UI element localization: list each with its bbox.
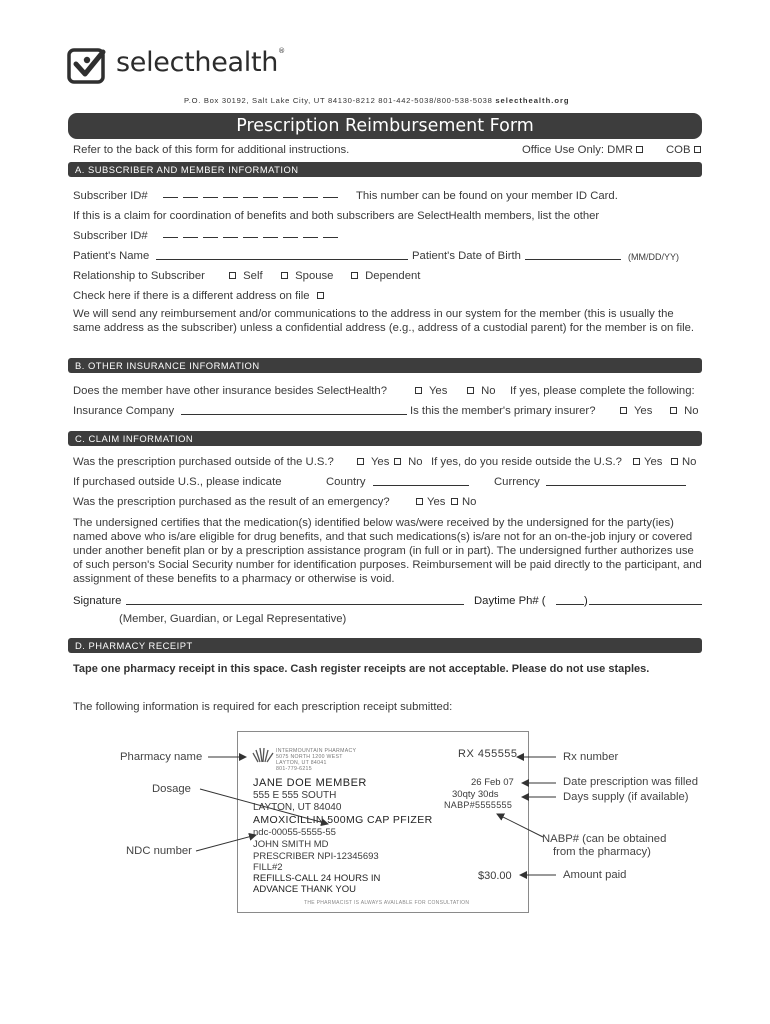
section-b-header: B. OTHER INSURANCE INFORMATION — [68, 358, 702, 373]
outside-us-yes[interactable]: Yes — [357, 456, 389, 468]
contact-address: P.O. Box 30192, Salt Lake City, UT 84130-8212 801-442-5038/800-538-5038 selecthealth.org — [184, 96, 570, 105]
patient-name-label: Patient's Name — [73, 250, 150, 262]
primary-insurer-no[interactable]: No — [670, 405, 699, 417]
refer-instructions: Refer to the back of this form for additional instructions. — [73, 144, 350, 156]
receipt-street: 555 E 555 SOUTH — [253, 790, 337, 801]
receipt-ndc: ndc-00055-5555-55 — [253, 827, 336, 838]
subscriber-id-label: Subscriber ID# — [73, 190, 148, 202]
dob-label: Patient's Date of Birth — [412, 250, 521, 262]
daytime-phone-close: ) — [584, 595, 588, 607]
arrow-dosage — [200, 789, 328, 824]
country-label: Country — [326, 476, 366, 488]
reside-outside-no[interactable]: No — [671, 456, 696, 468]
callout-dosage: Dosage — [152, 783, 191, 795]
callout-amount-paid: Amount paid — [563, 869, 627, 881]
callout-pharmacy-name: Pharmacy name — [120, 751, 203, 763]
pharmacy-info: INTERMOUNTAIN PHARMACY 5075 NORTH 1200 WEST LAYTON, UT 84041 801-779-6215 — [276, 748, 357, 772]
receipt-refills-1: REFILLS-CALL 24 HOURS IN — [253, 873, 381, 884]
office-use-dmr: Office Use Only: DMR — [522, 144, 647, 156]
receipt-rx: RX 455555 — [458, 748, 518, 760]
rel-spouse-option[interactable]: Spouse — [281, 270, 333, 282]
certification-text: The undersigned certifies that the medication(s) identified below was/were received by the undersigned for the party(ies) named above who is/are eligible for drug benefits, and that such medications(s) is/are not for an on-the-job injury or covered under another benefit plan or by a prescription assistance program (in full or in part). The undersigned further authorizes use of such person's Social Security number for identification purposes. Reimbursement will be paid directly to the participant, and assignment of these benefits to a pharmacy or otherwise is void. — [73, 517, 702, 585]
primary-insurer-question: Is this the member's primary insurer? — [410, 405, 596, 417]
form-title: Prescription Reimbursement Form — [68, 113, 702, 139]
insurance-company-label: Insurance Company — [73, 405, 175, 417]
different-address-option[interactable]: Check here if there is a different address on file — [73, 290, 328, 302]
receipt-drug: AMOXICILLIN 500MG CAP PFIZER — [253, 814, 433, 826]
receipt-city: LAYTON, UT 84040 — [253, 802, 342, 813]
receipt-footer: THE PHARMACIST IS ALWAYS AVAILABLE FOR CONSULTATION — [304, 900, 470, 906]
relationship-label: Relationship to Subscriber — [73, 270, 205, 282]
if-yes-instruction: If yes, please complete the following: — [510, 385, 695, 397]
other-insurance-no[interactable]: No — [467, 385, 496, 397]
other-insurance-question: Does the member have other insurance besides SelectHealth? — [73, 385, 387, 397]
reside-outside-question: If yes, do you reside outside the U.S.? — [431, 456, 622, 468]
other-insurance-yes[interactable]: Yes — [415, 385, 447, 397]
dob-format: (MM/DD/YY) — [628, 252, 679, 262]
receipt-date: 26 Feb 07 — [471, 777, 514, 788]
required-info-text: The following information is required for each prescription receipt submitted: — [73, 701, 453, 713]
subscriber-id-label-2: Subscriber ID# — [73, 230, 148, 242]
reside-outside-yes[interactable]: Yes — [633, 456, 662, 468]
callout-rx-number: Rx number — [563, 751, 619, 763]
office-use-cob: COB — [666, 144, 705, 156]
receipt-fill: FILL#2 — [253, 862, 283, 873]
logo-wordmark: selecthealth® — [116, 47, 285, 78]
rel-self-option[interactable]: Self — [229, 270, 263, 282]
primary-insurer-yes[interactable]: Yes — [620, 405, 652, 417]
outside-us-question: Was the prescription purchased outside of the U.S.? — [73, 456, 334, 468]
cob-instruction: If this is a claim for coordination of benefits and both subscribers are SelectHealth members, list the other — [73, 210, 600, 222]
subscriber-id-hint: This number can be found on your member ID Card. — [356, 190, 618, 202]
emergency-question: Was the prescription purchased as the result of an emergency? — [73, 496, 390, 508]
section-d-header: D. PHARMACY RECEIPT — [68, 638, 702, 653]
emergency-yes[interactable]: Yes — [416, 496, 445, 508]
signature-label: Signature — [73, 595, 122, 607]
currency-label: Currency — [494, 476, 540, 488]
receipt-qty: 30qty 30ds — [452, 789, 499, 800]
address-notice: We will send any reimbursement and/or communications to the address in our system for the member (this is usually the same address as the subscriber) unless a confidential address (e.g., address of a custodial parent) for the member is on file. — [73, 308, 695, 334]
receipt-doctor: JOHN SMITH MD — [253, 839, 329, 850]
callout-days-supply: Days supply (if available) — [563, 791, 689, 803]
callout-ndc-number: NDC number — [126, 845, 192, 857]
receipt-member: JANE DOE MEMBER — [253, 777, 367, 789]
callout-nabp-1: NABP# (can be obtained — [542, 833, 667, 845]
signature-note: (Member, Guardian, or Legal Representative) — [119, 613, 347, 625]
indicate-label: If purchased outside U.S., please indicate — [73, 476, 282, 488]
emergency-no[interactable]: No — [451, 496, 476, 508]
callout-nabp-2: from the pharmacy) — [553, 846, 651, 858]
outside-us-no[interactable]: No — [394, 456, 423, 468]
rel-dependent-option[interactable]: Dependent — [351, 270, 420, 282]
tape-receipt-instruction: Tape one pharmacy receipt in this space. Cash register receipts are not acceptable. Please do not use staples. — [73, 663, 650, 675]
daytime-phone-label: Daytime Ph# ( — [474, 595, 546, 607]
section-c-header: C. CLAIM INFORMATION — [68, 431, 702, 446]
receipt-refills-2: ADVANCE THANK YOU — [253, 884, 356, 895]
callout-date-filled: Date prescription was filled — [563, 776, 698, 788]
receipt-prescriber: PRESCRIBER NPI-12345693 — [253, 851, 379, 862]
receipt-amount: $30.00 — [478, 870, 512, 882]
arrow-ndc — [196, 835, 256, 851]
arrow-nabp — [497, 814, 543, 837]
receipt-nabp: NABP#5555555 — [444, 800, 513, 810]
section-a-header: A. SUBSCRIBER AND MEMBER INFORMATION — [68, 162, 702, 177]
